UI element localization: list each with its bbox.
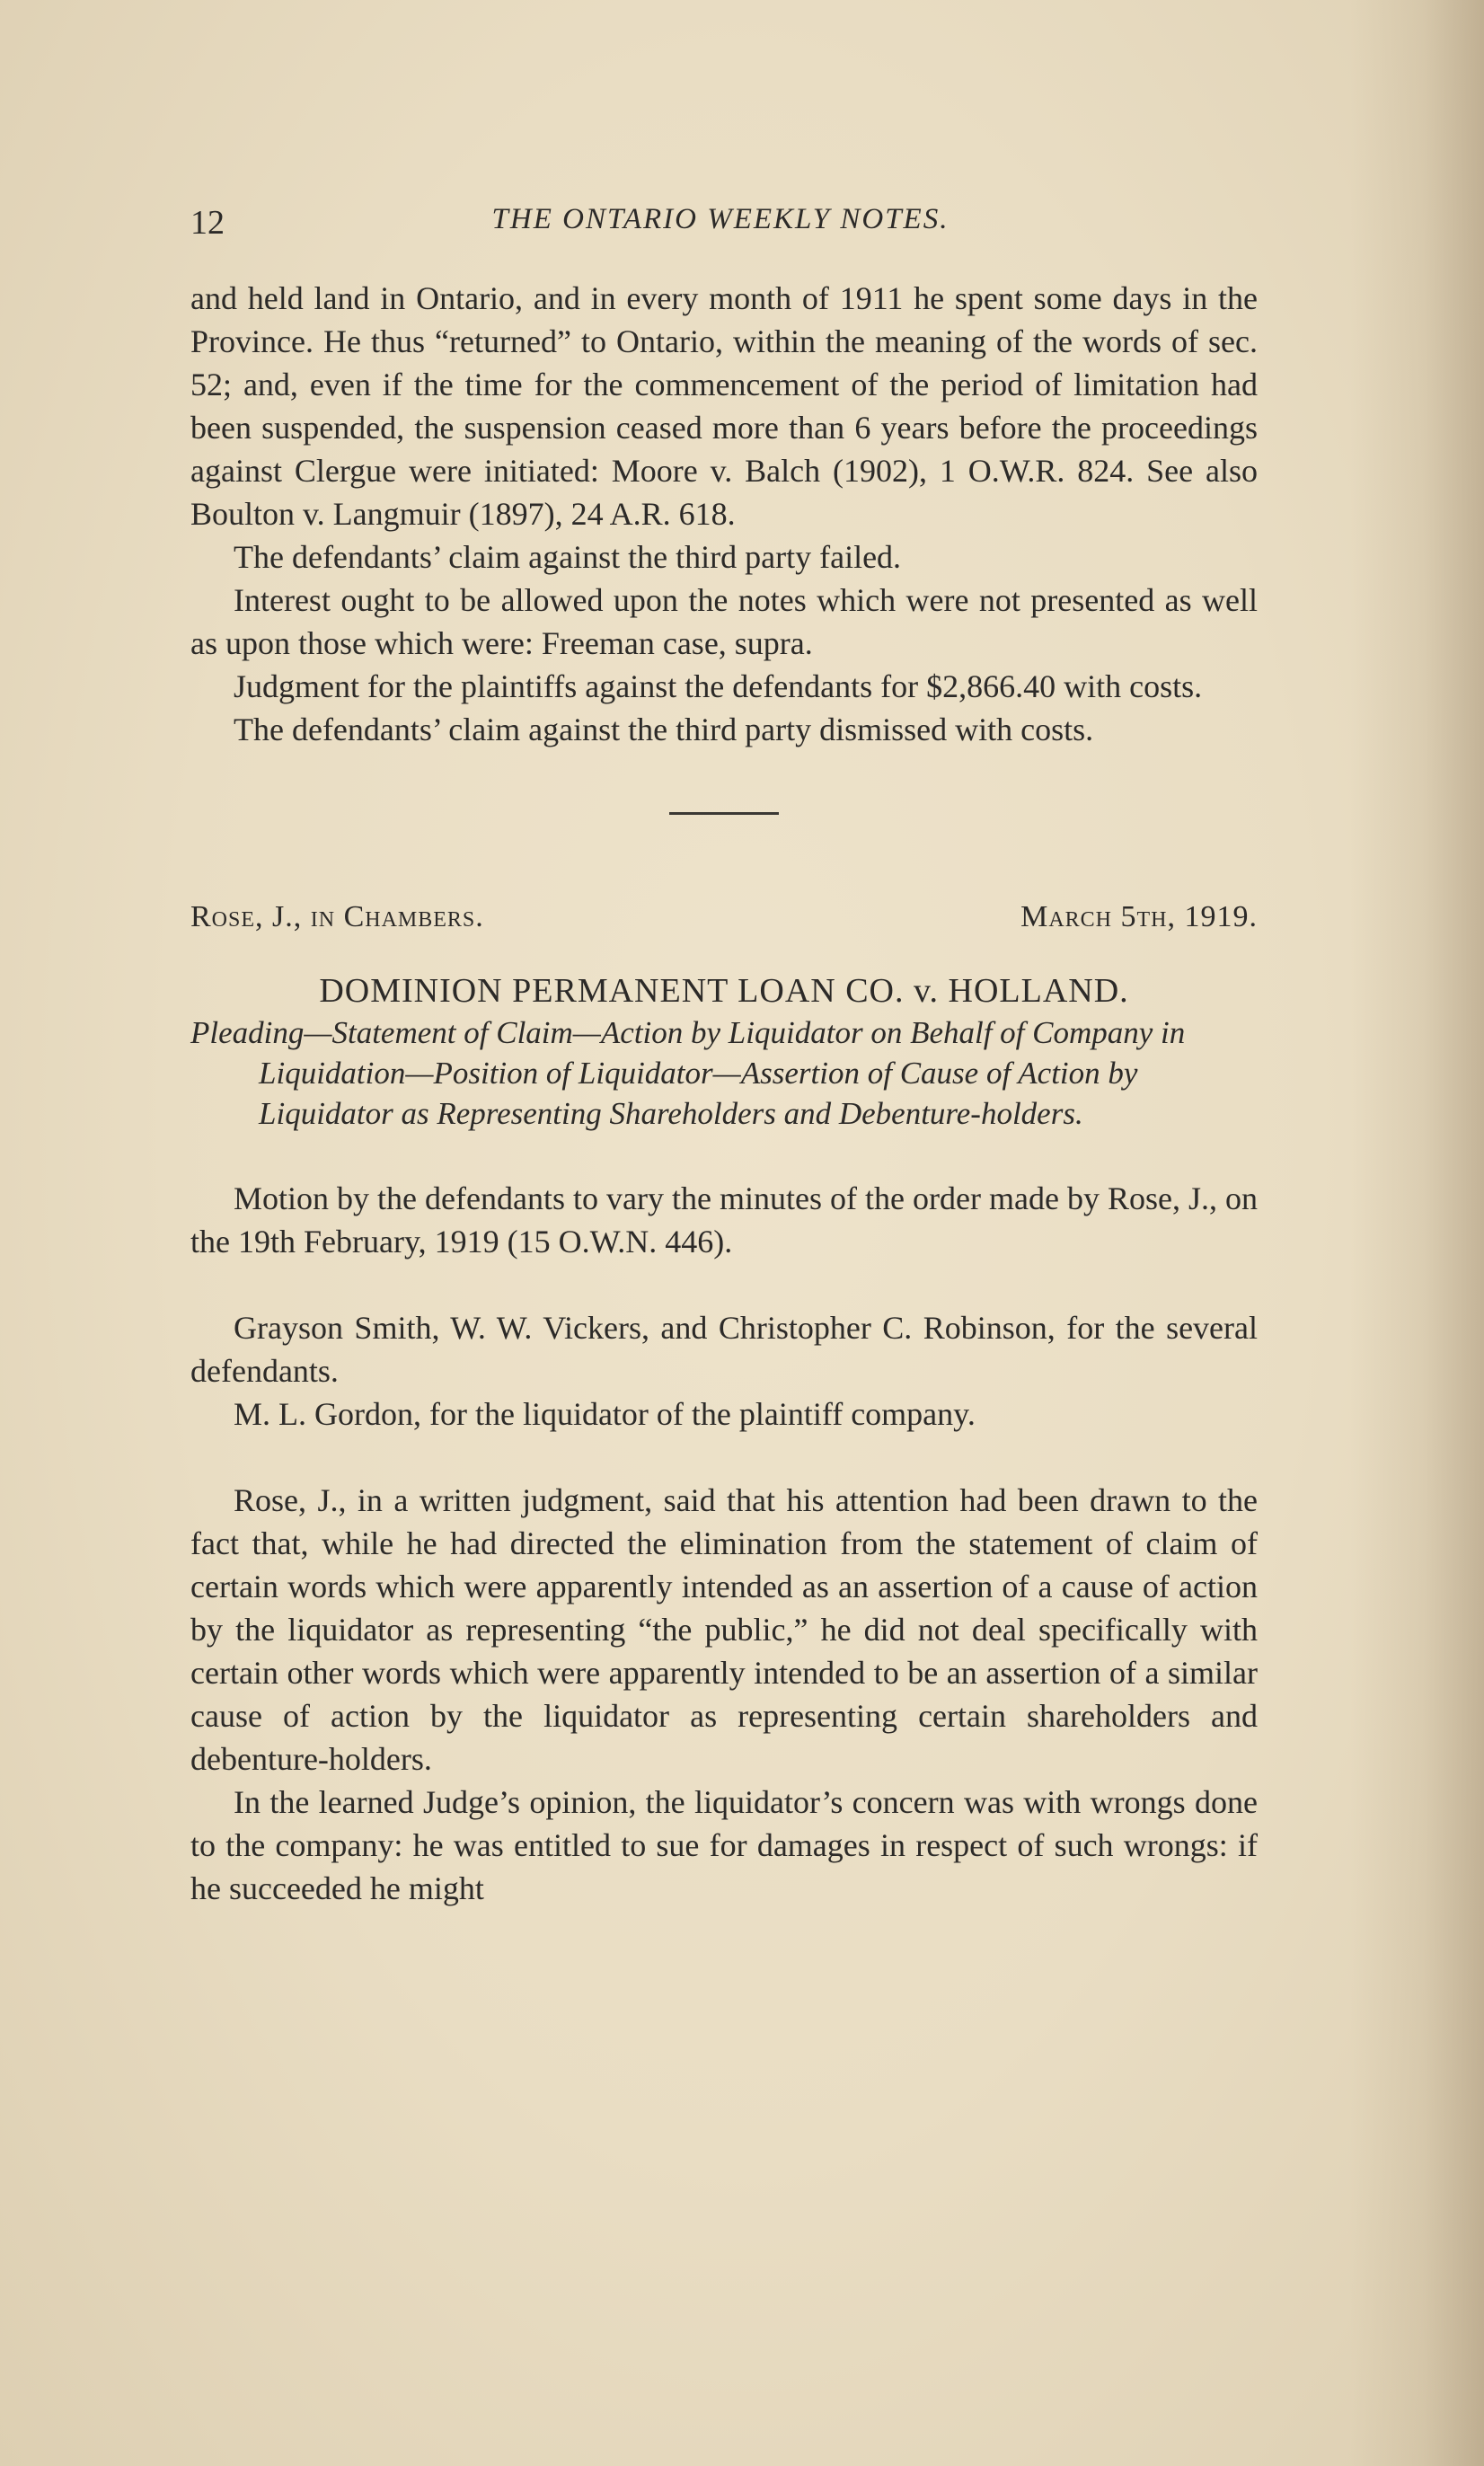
opinion-paragraph: In the learned Judge’s opinion, the liquidator’s concern was with wrongs done to the company: he was entitled to sue for damages in respect of such wrongs: if he succeeded he might <box>190 1784 1258 1906</box>
motion-paragraph: Motion by the defendants to vary the minutes of the order made by Rose, J., on the 19th February, 1919 (15 O.W.N. 446). <box>190 1180 1258 1260</box>
page-header <box>190 203 1250 257</box>
headnote: Pleading—Statement of Claim—Action by Liquidator on Behalf of Company in Liquidation—Position of Liquidator—Assertion of Cause of Action by Liquidator as Representing Shareholders and Debenture-holders. <box>190 1015 1186 1131</box>
page-number: 12 <box>190 204 225 242</box>
case-date: March 5th, 1919. <box>1020 900 1258 933</box>
case-title: DOMINION PERMANENT LOAN CO. v. HOLLAND. <box>319 972 1129 1010</box>
judgment-paragraph: Rose, J., in a written judgment, said that his attention had been drawn to the fact that, while he had directed the elimination from the statement of claim of certain words which were apparently intended as an assertion of a cause of action by the liquidator as representing “the public,” he did not deal specifically with certain other words which were apparently intended to be an assertion of a similar cause of action by the liquidator as representing certain shareholders and debenture-holders. <box>190 1482 1258 1777</box>
page-body <box>190 277 1258 1910</box>
court-line <box>190 896 1258 939</box>
section-divider <box>669 812 779 815</box>
court-judge: Rose, J., in Chambers. <box>190 900 484 933</box>
paragraph-continuation: and held land in Ontario, and in every month of 1911 he spent some days in the Province. He thus “returned” to Ontario, within the meaning of the words of sec. 52; and, even if the time for the commencement of the period of limitation had been suspended, the suspension ceased more than 6 years before the proceedings against Clergue were initiated: Moore v. Balch (1902), 1 O.W.R. 824. See also Boulton v. Langmuir (1897), 24 A.R. 618. <box>190 280 1258 532</box>
paragraph-interest: Interest ought to be allowed upon the notes which were not presented as well as upon those which were: Freeman case, supra. <box>190 582 1258 661</box>
page-edge-shadow <box>1349 0 1484 2466</box>
paragraph-judgment: Judgment for the plaintiffs against the defendants for $2,866.40 with costs. <box>234 668 1203 704</box>
counsel-defendants: Grayson Smith, W. W. Vickers, and Christopher C. Robinson, for the several defendants. <box>190 1310 1258 1389</box>
running-head: THE ONTARIO WEEKLY NOTES. <box>491 203 950 235</box>
counsel-liquidator: M. L. Gordon, for the liquidator of the plaintiff company. <box>234 1396 976 1432</box>
paragraph-dismissal: The defendants’ claim against the third party dismissed with costs. <box>234 712 1094 747</box>
paragraph-third-party: The defendants’ claim against the third party failed. <box>234 539 902 575</box>
